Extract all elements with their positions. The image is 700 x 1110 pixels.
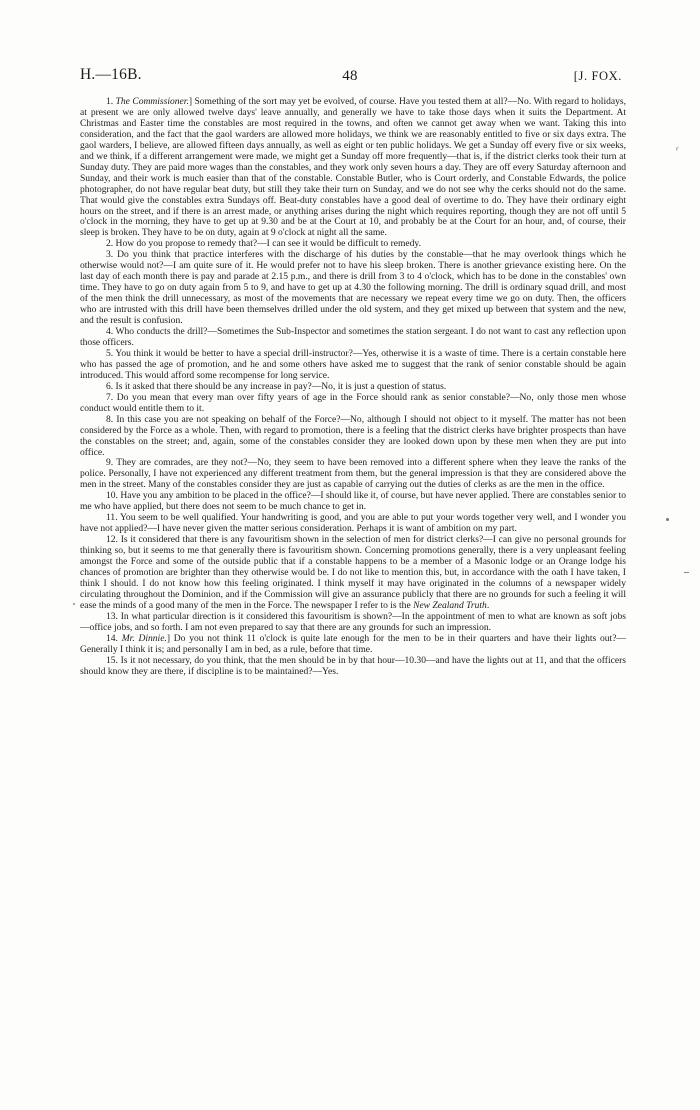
paragraph-2: 2. How do you propose to remedy that?—I can see it would be difficult to remedy.	[106, 238, 421, 250]
paragraph-8: 8. In this case you are not speaking on behalf of the Force?—No, although I should not object to it myself. The matter has not been considered by the Force as a whole. Then, with regard to promotion, there is a feeling that the district clerks have brighter prospects than have the constables on the street; and, again, some of the constables consider they are looked down upon by these men when they are put into office.	[80, 413, 626, 458]
newspaper-title: New Zealand Truth	[413, 599, 487, 611]
margin-mark: ʳ	[676, 146, 679, 157]
page-number: 48	[342, 68, 358, 84]
paragraph-11: 11. You seem to be well qualified. Your handwriting is good, and you are able to put your words together very well, and I wonder you have not applied?—I have never given the matter serious consideration. Perhaps it is want of ambition on my part.	[80, 512, 626, 535]
witness-name: [J. FOX.	[573, 69, 622, 83]
paragraph-15: 15. Is it not necessary, do you think, that the men should be in by that hour—10.30—and have the lights out at 11, and that the officers should know they are there, if discipline is to be maintained?—Yes.	[80, 654, 626, 677]
margin-dash	[684, 572, 689, 573]
speaker-name: Mr. Dinnie.	[121, 632, 167, 644]
paragraph-14: 14. Mr. Dinnie.] Do you not think 11 o'clock is quite late enough for the men to be in their quarters and have their lights out?—Generally I think it is; and personally I am in bed, as a rule, before that time.	[80, 632, 626, 655]
paragraph-4: 4. Who conducts the drill?—Sometimes the Sub-Inspector and sometimes the station sergeant. I do not want to cast any reflection upon those officers.	[80, 326, 626, 348]
paragraph-10: 10. Have you any ambition to be placed in the office?—I should like it, of course, but have never applied. There are constables senior to me who have applied, but there does not seem to be much chance to get in.	[80, 490, 626, 513]
paragraph-12: 12. Is it considered that there is any favouritism shown in the selection of men for district clerks?—I can give no personal grounds for thinking so, but it seems to me that generally there is favouritism shown. Concerning promotions generally, there is a very unpleasant feeling amongst the Force and some of the outside public that if a constable happens to be a member of a Masonic lodge or an Orange lodge his chances of promotion are brighter than they otherwise would be. I do not like to mention this, but, in accordance with the oath I have taken, I think I should. I do not know how this feeling originated. I think myself it may have originated in the columns of a newspaper widely circulating throughout the Dominion, and if the Commission will give an assurance publicly that there are no grounds for such a feeling it will ease the minds of a good many of the men in the Force. The newspaper I refer to is the New Zealand Truth.	[80, 534, 626, 611]
paragraph-3: 3. Do you think that practice interferes with the discharge of his duties by the constable—that he may overlook things which he otherwise would not?—I am quite sure of it. He would prefer not to have his sleep broken. There is another grievance existing here. On the last day of each month there is pay and parade at 2.15 p.m., and there is drill from 3 to 4 o'clock, which has to be done in the constables' own time. They have to go on duty again from 5 to 9, and have to get up at 4.30 the following morning. The drill is ordinary squad drill, and most of the men think the drill unnecessary, as most of the movements that are necessary we repeat every time we go on duty. Then, the officers who are intrusted with this drill have been themselves drilled under the old system, and they get mixed up between that system and the new, and the result is confusion.	[80, 249, 626, 327]
paragraph-1: 1. The Commissioner.] Something of the sort may yet be evolved, of course. Have you tested them at all?—No. With regard to holidays, at present we are only allowed twelve days' leave annually, and generally we have to take those days when it suits the Department. At Christmas and Easter time the constables are most required in the towns, and often we cannot get away when we want. Taking this into consideration, and the fact that the gaol warders are allowed more holidays, we think we are reasonably entitled to five or six days extra. The gaol warders, I believe, are allowed fifteen days annually, as well as eight or ten public holidays. We get a Sunday off every five or six weeks, and we think, if a different arrangement were made, we might get a Sunday off more frequently—that is, if the district clerks took their turn at Sunday duty. They are paid more wages than the constables, and they work only seven hours a day. They are off every Saturday afternoon and Sunday, and their work is much easier than that of the constable. Constable Butler, who is Court orderly, and Constable Edwards, the police photographer, do not have regular beat duty, but still they take their turn on Sunday, and we do not see why the cerks should not do the same. That would give the constables extra Sundays off. Beat-duty constables have a good deal of overtime to do. They have their ordinary eight hours on the street, and if there is an arrest made, or anything arises during the night which requires reporting, though they are not off until 5 o'clock in the morning, they have to get up at 9.30 and be at the Court at 10, and probably be at the Court for an hour, and, of course, their sleep is broken. They have to be on duty, again at 9 o'clock at night all the same.	[80, 96, 627, 239]
speaker-name: The Commissioner.	[115, 96, 189, 107]
margin-dot	[666, 518, 669, 521]
paragraph-6: 6. Is it asked that there should be any increase in pay?—No, it is just a question of status.	[106, 380, 447, 392]
margin-dot	[73, 603, 75, 605]
paragraph-13: 13. In what particular direction is it considered this favouritism is shown?—In the appointment of men to what are known as soft jobs—office jobs, and so forth. I am not even prepared to say that there are any grounds for such an impression.	[80, 610, 626, 633]
evidence-text	[80, 97, 626, 678]
series-number: H.—16B.	[80, 66, 142, 83]
paragraph-7: 7. Do you mean that every man over fifty years of age in the Force should rank as senior constable?—No, only those men whose conduct would entitle them to it.	[80, 391, 626, 414]
paragraph-9: 9. They are comrades, are they not?—No, they seem to have been removed into a different sphere when they leave the ranks of the police. Personally, I have not experienced any different treatment from them, but the general impression is that they are considered above the men in the street. Many of the constables consider they are just as capable of carrying out the duties of clerks as are the men in the office.	[80, 457, 626, 491]
paragraph-5: 5. You think it would be better to have a special drill-instructor?—Yes, otherwise it is a waste of time. There is a certain constable here who has passed the age of promotion, and he and some others have asked me to suggest that the rank of senior constable should be again introduced. This would afford some recompense for long service.	[80, 347, 626, 381]
